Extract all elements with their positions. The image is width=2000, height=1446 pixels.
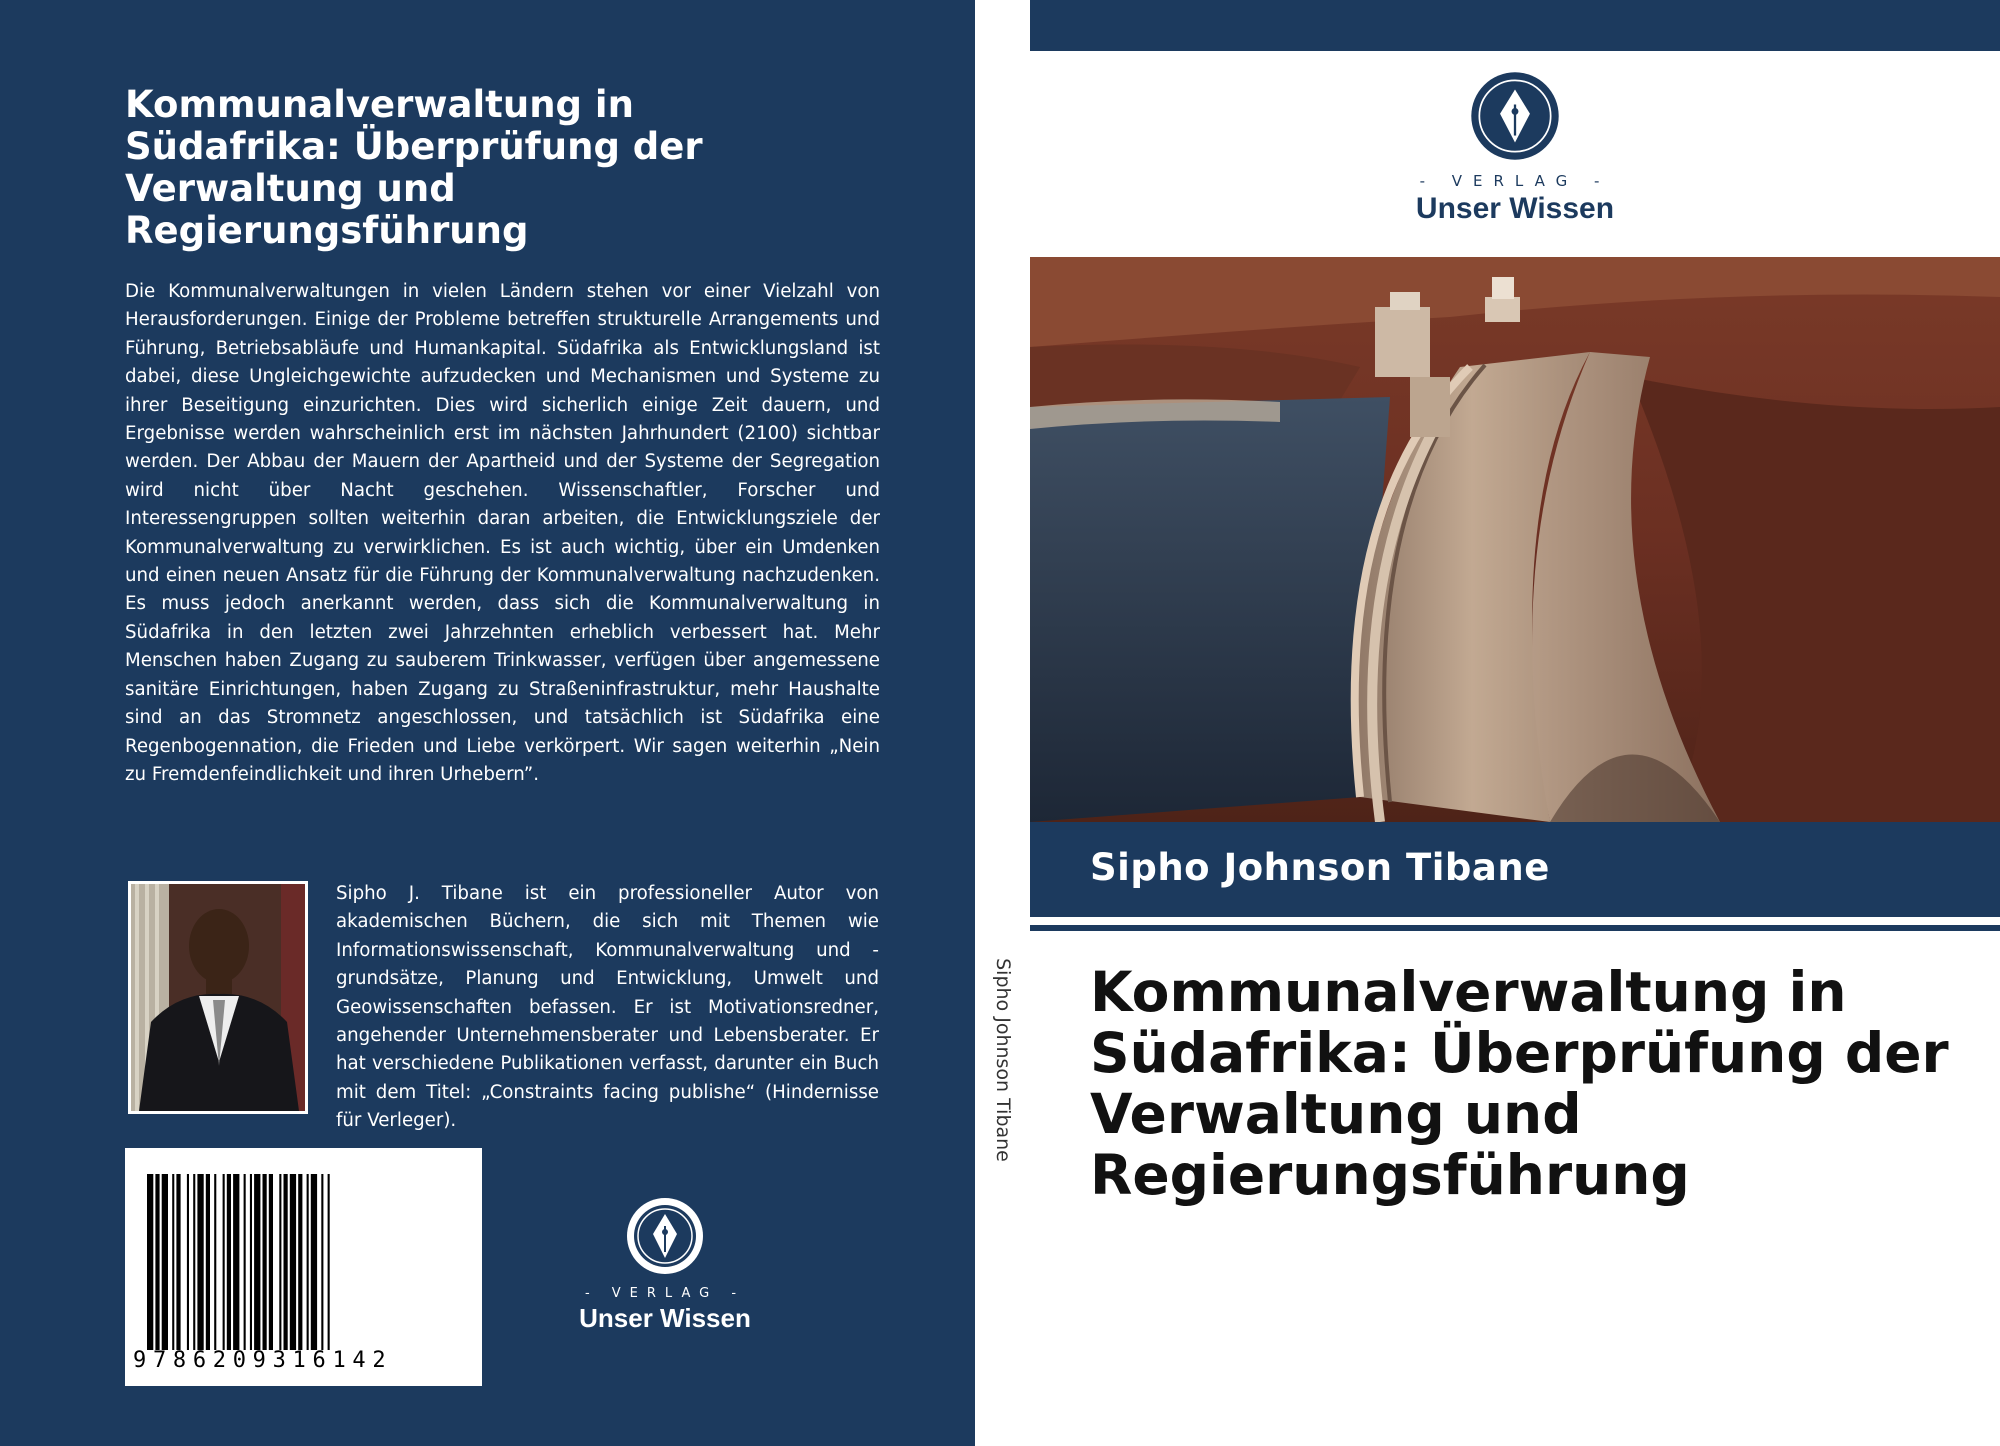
- front-cover-title: Kommunalverwaltung in Südafrika: Überprüfung der Verwaltung und Regierungsführung: [1090, 960, 1949, 1207]
- barcode-bar: [290, 1174, 296, 1350]
- author-band: [1030, 822, 2000, 917]
- barcode-bar: [250, 1174, 252, 1350]
- publisher-label-front: - VERLAG -: [1419, 172, 1611, 190]
- barcode-bar: [214, 1174, 216, 1350]
- spine-author: Sipho Johnson Tibane: [992, 958, 1014, 1162]
- fountain-pen-nib-icon: [625, 1196, 705, 1276]
- barcode-bar: [279, 1174, 281, 1350]
- barcode-bar: [206, 1174, 210, 1350]
- barcode-bar: [263, 1174, 267, 1350]
- barcode-bar: [328, 1174, 330, 1350]
- publisher-name-front: Unser Wissen: [1415, 192, 1615, 225]
- publisher-label-back: - VERLAG -: [584, 1286, 746, 1301]
- barcode-bar: [162, 1174, 168, 1350]
- barcode-bar: [269, 1174, 273, 1350]
- barcode-bar: [176, 1174, 180, 1350]
- barcode-bar: [244, 1174, 246, 1350]
- barcode-bar: [254, 1174, 260, 1350]
- divider-rule: [1030, 925, 2000, 931]
- author-bio: Sipho J. Tibane ist ein professioneller Autor von akademischen Büchern, die sich mit Themen wie Informationswissenschaft, Kommunalverwaltung und -grundsätze, Planung und Entwicklung, Umwelt und Geowissenschaften befassen. Er ist Motivationsredner, angehender Unternehmensberater und Lebensberater. Er hat verschiedene Publikationen verfasst, darunter ein Buch mit dem Titel: „Constraints facing publishe“ (Hindernisse für Verleger).: [336, 883, 879, 1132]
- barcode-bar: [223, 1174, 225, 1350]
- back-cover-title: Kommunalverwaltung in Südafrika: Überprüfung der Verwaltung und Regierungsführung: [125, 83, 703, 252]
- book-spine: [975, 0, 1030, 1446]
- barcode-bar: [233, 1174, 239, 1350]
- publisher-name-back: Unser Wissen: [579, 1303, 751, 1333]
- barcode-bar: [284, 1174, 288, 1350]
- barcode-bar: [197, 1174, 203, 1350]
- front-top-bar: [1030, 0, 2000, 51]
- front-cover: [1030, 0, 2000, 1446]
- isbn-barcode: [125, 1148, 482, 1386]
- barcode-bar: [307, 1174, 309, 1350]
- isbn-digits: 9786209316142: [133, 1348, 393, 1373]
- barcode-bar: [298, 1174, 302, 1350]
- fountain-pen-nib-icon: [1469, 70, 1561, 162]
- barcode-bar: [187, 1174, 189, 1350]
- barcode-bar: [147, 1174, 153, 1350]
- barcode-bar: [311, 1174, 317, 1350]
- concrete-dam-photo: [1030, 257, 2000, 822]
- barcode-bar: [155, 1174, 159, 1350]
- author-photo: [128, 881, 308, 1114]
- publisher-logo-front: [1295, 70, 1735, 226]
- barcode-bar: [172, 1174, 174, 1350]
- back-cover: [0, 0, 975, 1446]
- author-portrait-photo: [131, 884, 305, 1111]
- front-author-name: Sipho Johnson Tibane: [1090, 846, 1550, 889]
- cover-photo: [1030, 257, 2000, 822]
- barcode-bar: [227, 1174, 231, 1350]
- barcode-bar: [193, 1174, 195, 1350]
- publisher-logo-back: [560, 1196, 770, 1334]
- back-cover-blurb: Die Kommunalverwaltungen in vielen Ländern stehen vor einer Vielzahl von Herausforderungen. Einige der Probleme betreffen strukturelle Arrangements und Führung, Betriebsabläufe und Humankapital. Südafrika als Entwicklungsland ist dabei, diese Ungleichgewichte aufzudecken und Mechanismen und Systeme zu ihrer Beseitigung einzurichten. Dies wird sicherlich einige Zeit dauern, und Ergebnisse werden wahrscheinlich erst im nächsten Jahrhundert (2100) sichtbar werden. Der Abbau der Mauern der Apartheid und der Systeme der Segregation wird nicht über Nacht geschehen. Wissenschaftler, Forscher und Interessengruppen sollten weiterhin daran arbeiten, die Entwicklungsziele der Kommunalverwaltung zu verwirklichen. Es ist auch wichtig, über ein Umdenken und einen neuen Ansatz für die Führung der Kommunalverwaltung nachzudenken. Es muss jedoch anerkannt werden, dass sich die Kommunalverwaltung in Südafrika in den letzten zwei Jahrzehnten erheblich verbessert hat. Mehr Menschen haben Zugang zu sauberem Trinkwasser, verfügen über angemessene sanitäre Einrichtungen, haben Zugang zu Straßeninfrastruktur, mehr Haushalte sind an das Stromnetz angeschlossen, und tatsächlich ist Südafrika eine Regenbogennation, die Frieden und Liebe verkörpert. Wir sagen weiterhin „Nein zu Fremdenfeindlichkeit und ihren Urhebern”.: [125, 281, 880, 785]
- barcode-bars: [145, 1174, 465, 1350]
- barcode-bar: [321, 1174, 323, 1350]
